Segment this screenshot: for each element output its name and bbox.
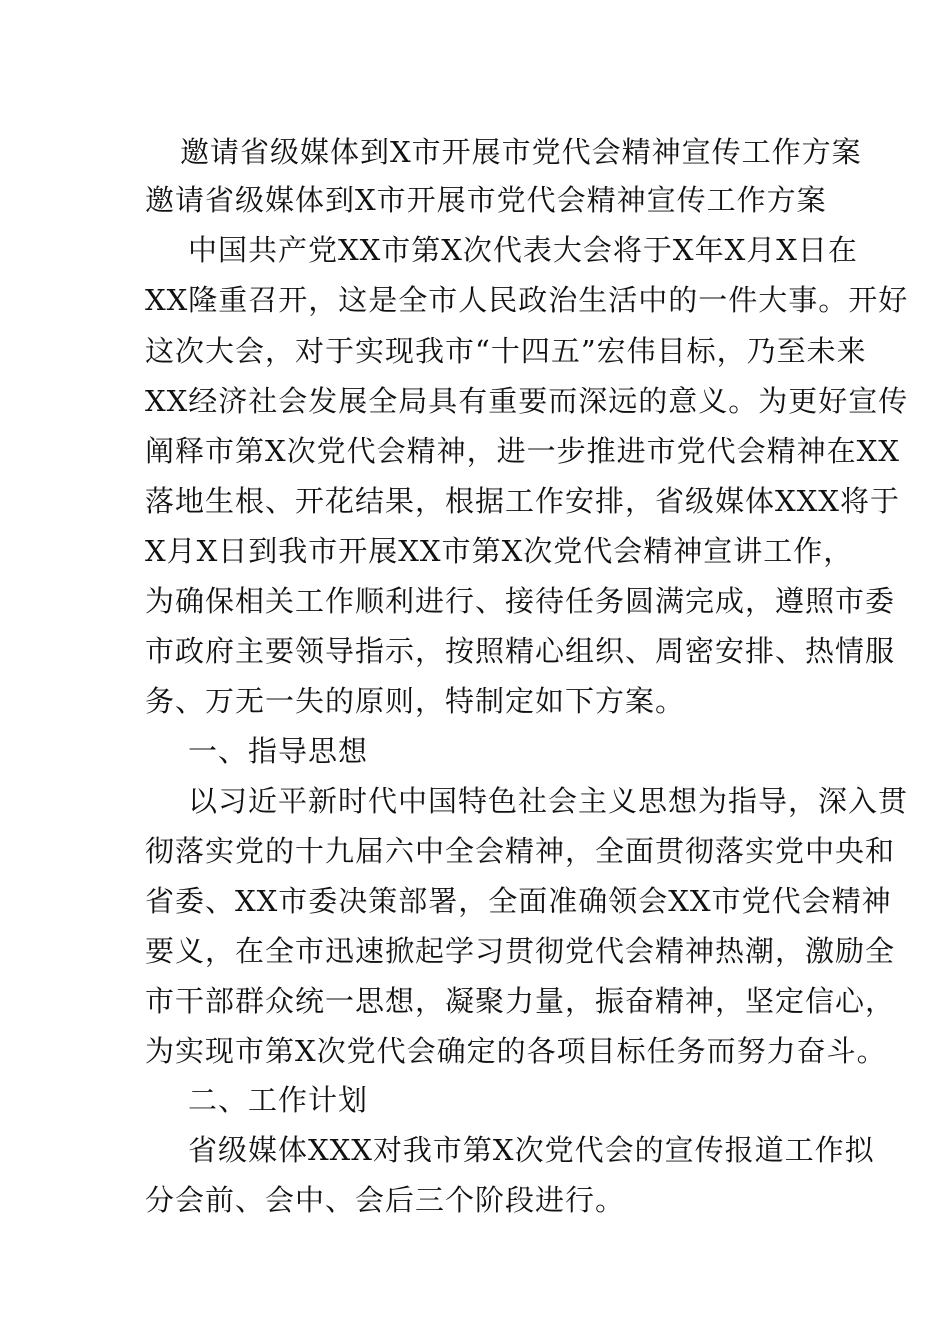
section-heading-work-plan: 二、工作计划 (188, 1083, 369, 1117)
intro-line: X月X日到我市开展XX市第X次党代会精神宣讲工作， (145, 534, 854, 568)
intro-line: XX隆重召开，这是全市人民政治生活中的一件大事。开好 (145, 283, 909, 317)
intro-line: 阐释市第X次党代会精神，进一步推进市党代会精神在XX (145, 434, 900, 468)
section1-line: 市干部群众统一思想，凝聚力量，振奋精神，坚定信心， (145, 984, 896, 1018)
intro-line: 这次大会，对于实现我市“十四五”宏伟目标，乃至未来 (145, 334, 867, 368)
intro-line: 落地生根、开花结果，根据工作安排，省级媒体XXX将于 (145, 484, 900, 518)
document-title-repeat: 邀请省级媒体到X市开展市党代会精神宣传工作方案 (145, 183, 827, 217)
section1-line: 彻落实党的十九届六中全会精神，全面贯彻落实党中央和 (145, 834, 896, 868)
section-heading-guiding-ideology: 一、指导思想 (188, 734, 369, 768)
document-title: 邀请省级媒体到X市开展市党代会精神宣传工作方案 (180, 135, 862, 169)
section1-line: 要义，在全市迅速掀起学习贯彻党代会精神热潮，激励全 (145, 934, 896, 968)
section1-line: 省委、XX市委决策部署，全面准确领会XX市党代会精神 (145, 884, 892, 918)
intro-line: XX经济社会发展全局具有重要而深远的意义。为更好宣传 (145, 384, 909, 418)
section1-line: 以习近平新时代中国特色社会主义思想为指导，深入贯 (188, 784, 909, 818)
intro-line: 为确保相关工作顺利进行、接待任务圆满完成，遵照市委 (145, 584, 896, 618)
section1-line: 为实现市第X次党代会确定的各项目标任务而努力奋斗。 (145, 1034, 887, 1068)
intro-line: 市政府主要领导指示，按照精心组织、周密安排、热情服 (145, 634, 896, 668)
intro-line: 务、万无一失的原则，特制定如下方案。 (145, 684, 686, 718)
section2-line: 分会前、会中、会后三个阶段进行。 (145, 1183, 626, 1217)
section2-line: 省级媒体XXX对我市第X次党代会的宣传报道工作拟 (188, 1133, 875, 1167)
intro-line: 中国共产党XX市第X次代表大会将于X年X月X日在 (188, 233, 858, 267)
